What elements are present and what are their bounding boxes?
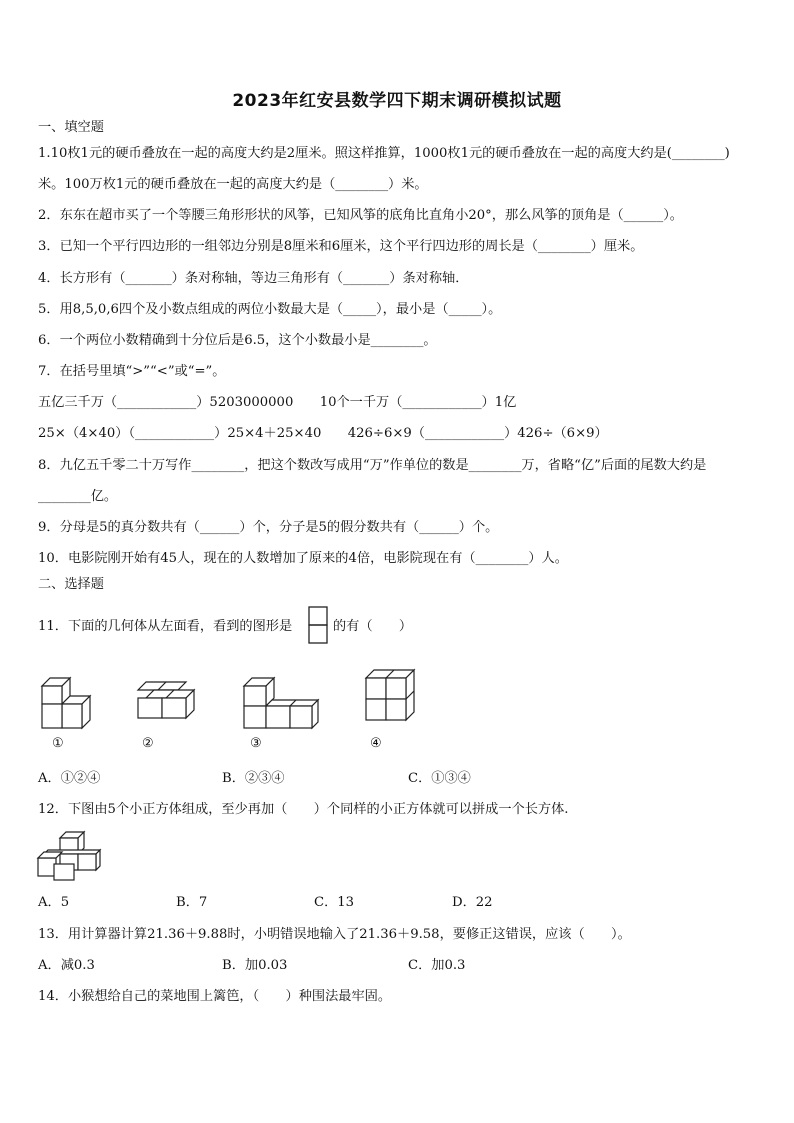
- question-4: 4．长方形有（_______）条对称轴，等边三角形有（_______）条对称轴．: [38, 271, 469, 286]
- question-13-option-c[interactable]: C．加0.3: [408, 958, 466, 973]
- question-6: 6．一个两位小数精确到十分位后是6.5，这个小数最小是________。: [38, 333, 437, 348]
- solid-figure-1: [38, 676, 98, 732]
- question-11-suffix: 的有（ ）: [333, 619, 413, 634]
- question-1-line-2: 米。100万枚1元的硬币叠放在一起的高度大约是（________）米。: [38, 177, 428, 192]
- figure-label-2: ②: [142, 736, 154, 751]
- question-12-option-c[interactable]: C．13: [314, 895, 355, 910]
- solid-figure-2: [134, 680, 198, 722]
- question-8-line-2: ________亿。: [38, 489, 118, 504]
- figure-label-3: ③: [250, 736, 262, 751]
- question-12-option-d[interactable]: D．22: [452, 895, 493, 910]
- question-12-option-b[interactable]: B．7: [176, 895, 208, 910]
- question-9: 9．分母是5的真分数共有（______）个，分子是5的假分数共有（______）个。: [38, 520, 499, 535]
- figure-label-4: ④: [370, 736, 382, 751]
- figure-label-1: ①: [52, 736, 64, 751]
- question-12: 12．下图由5个小正方体组成，至少再加（ ）个同样的小正方体就可以拼成一个长方体.: [38, 802, 569, 817]
- question-12-cube-figure: [36, 830, 102, 882]
- question-7-row-2: 25×（4×40）（____________）25×4＋25×40 426÷6×9（____________）426÷（6×9）: [38, 426, 608, 441]
- section-fill-in: 一、填空题: [38, 120, 104, 135]
- question-11-option-c[interactable]: C．①③④: [408, 771, 471, 786]
- question-11-text: 11．下面的几何体从左面看，看到的图形是: [38, 619, 293, 634]
- question-3: 3．已知一个平行四边形的一组邻边分别是8厘米和6厘米，这个平行四边形的周长是（________）厘米。: [38, 239, 644, 254]
- question-7: 7．在括号里填“>”“<”或“=”。: [38, 364, 226, 379]
- question-8-line-1: 8．九亿五千零二十万写作________，把这个数改写成用“万”作单位的数是________万，省略“亿”后面的尾数大约是: [38, 458, 707, 473]
- question-10: 10．电影院刚开始有45人，现在的人数增加了原来的4倍，电影院现在有（________）人。: [38, 551, 568, 566]
- question-13-option-b[interactable]: B．加0.03: [222, 958, 288, 973]
- question-12-option-a[interactable]: A．5: [38, 895, 70, 910]
- question-13: 13．用计算器计算21.36＋9.88时，小明错误地输入了21.36＋9.58，要修正这错误，应该（ ）。: [38, 927, 631, 942]
- question-5: 5．用8,5,0,6四个及小数点组成的两位小数最大是（_____），最小是（_____）。: [38, 302, 502, 317]
- section-multiple-choice: 二、选择题: [38, 577, 104, 592]
- question-11-option-a[interactable]: A．①②④: [38, 771, 101, 786]
- side-view-icon: [308, 606, 328, 646]
- question-1-line-1: 1.10枚1元的硬币叠放在一起的高度大约是2厘米。照这样推算，1000枚1元的硬币叠放在一起的高度大约是(________): [38, 146, 730, 161]
- page-title: 2023年红安县数学四下期末调研模拟试题: [232, 91, 562, 111]
- question-7-row-1: 五亿三千万（____________）5203000000 10个一千万（____________）1亿: [38, 395, 517, 410]
- question-2: 2．东东在超市买了一个等腰三角形形状的风筝，已知风筝的底角比直角小20°，那么风筝的顶角是（______）。: [38, 208, 683, 223]
- question-14: 14．小猴想给自己的菜地围上篱笆，（ ）种围法最牢固。: [38, 989, 392, 1004]
- question-11-option-b[interactable]: B．②③④: [222, 771, 285, 786]
- question-13-option-a[interactable]: A．减0.3: [38, 958, 95, 973]
- solid-figure-4: [360, 666, 420, 728]
- solid-figure-3: [240, 676, 320, 732]
